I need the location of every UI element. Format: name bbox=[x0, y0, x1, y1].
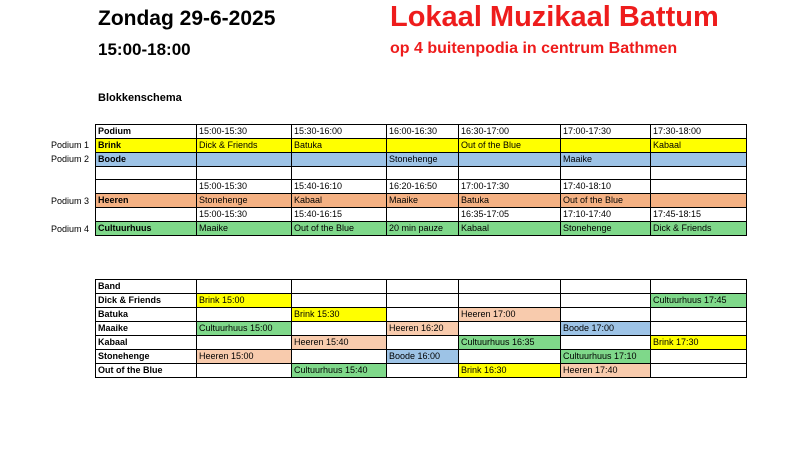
table-cell: 17:45-18:15 bbox=[651, 208, 747, 222]
table-cell: Brink 17:30 bbox=[651, 336, 747, 350]
table-cell: 15:00-15:30 bbox=[197, 125, 292, 139]
table-cell: Heeren 17:00 bbox=[459, 308, 561, 322]
table-cell: Kabaal bbox=[459, 222, 561, 236]
row-label-cell bbox=[96, 208, 197, 222]
table-cell: 15:00-15:30 bbox=[197, 208, 292, 222]
table-cell bbox=[561, 336, 651, 350]
table-cell: 20 min pauze bbox=[387, 222, 459, 236]
table-cell bbox=[651, 322, 747, 336]
table-cell bbox=[197, 167, 292, 180]
row-label-cell: Cultuurhuus bbox=[96, 222, 197, 236]
band-row bbox=[96, 294, 747, 308]
band-row bbox=[96, 336, 747, 350]
table-cell: Brink 16:30 bbox=[459, 364, 561, 378]
table-cell: Batuka bbox=[459, 194, 561, 208]
table-cell bbox=[459, 322, 561, 336]
table-cell bbox=[561, 167, 651, 180]
table-cell: Cultuurhuus 17:10 bbox=[561, 350, 651, 364]
schedule-row bbox=[96, 194, 747, 208]
table-cell bbox=[387, 308, 459, 322]
table-cell: Stonehenge bbox=[387, 153, 459, 167]
event-date: Zondag 29-6-2025 bbox=[98, 7, 276, 30]
table-cell: Heeren 15:00 bbox=[197, 350, 292, 364]
table-cell bbox=[197, 336, 292, 350]
table-cell bbox=[561, 280, 651, 294]
schedule-row bbox=[96, 167, 747, 180]
table-cell: Batuka bbox=[292, 139, 387, 153]
table-cell: Brink 15:00 bbox=[197, 294, 292, 308]
table-cell: 16:00-16:30 bbox=[387, 125, 459, 139]
schedule-table bbox=[95, 124, 747, 236]
schedule-row bbox=[96, 180, 747, 194]
band-row bbox=[96, 308, 747, 322]
table-cell bbox=[561, 308, 651, 322]
band-table bbox=[95, 279, 747, 378]
schedule-row bbox=[96, 125, 747, 139]
stage-label-2: Podium 2 bbox=[50, 154, 89, 164]
table-cell: Maaike bbox=[561, 153, 651, 167]
table-cell: 17:10-17:40 bbox=[561, 208, 651, 222]
table-cell bbox=[292, 167, 387, 180]
table-cell bbox=[651, 153, 747, 167]
table-cell bbox=[459, 153, 561, 167]
event-time: 15:00-18:00 bbox=[98, 40, 191, 59]
table-cell: Boode 16:00 bbox=[387, 350, 459, 364]
table-cell: Maaike bbox=[387, 194, 459, 208]
row-label-cell: Out of the Blue bbox=[96, 364, 197, 378]
table-cell bbox=[651, 180, 747, 194]
table-cell: 16:35-17:05 bbox=[459, 208, 561, 222]
table-cell bbox=[387, 364, 459, 378]
table-cell: Dick & Friends bbox=[651, 222, 747, 236]
table-cell bbox=[197, 364, 292, 378]
table-cell bbox=[387, 280, 459, 294]
band-row bbox=[96, 322, 747, 336]
table-cell: Out of the Blue bbox=[459, 139, 561, 153]
table-cell: 16:20-16:50 bbox=[387, 180, 459, 194]
table-cell bbox=[387, 139, 459, 153]
table-cell: 17:30-18:00 bbox=[651, 125, 747, 139]
table-cell bbox=[197, 308, 292, 322]
table-cell bbox=[387, 208, 459, 222]
table-cell: 15:30-16:00 bbox=[292, 125, 387, 139]
table-cell: 17:00-17:30 bbox=[561, 125, 651, 139]
table-cell bbox=[459, 350, 561, 364]
table-cell: 17:40-18:10 bbox=[561, 180, 651, 194]
page-title: Lokaal Muzikaal Battum bbox=[390, 1, 719, 33]
table-cell bbox=[651, 308, 747, 322]
page-subtitle: op 4 buitenpodia in centrum Bathmen bbox=[390, 40, 678, 57]
band-row bbox=[96, 280, 747, 294]
table-cell: Kabaal bbox=[651, 139, 747, 153]
row-label-cell: Boode bbox=[96, 153, 197, 167]
table-cell bbox=[561, 294, 651, 308]
table-cell bbox=[387, 294, 459, 308]
table-cell bbox=[387, 167, 459, 180]
table-cell: Cultuurhuus 15:00 bbox=[197, 322, 292, 336]
table-cell bbox=[292, 294, 387, 308]
schedule-row bbox=[96, 153, 747, 167]
table-cell bbox=[561, 139, 651, 153]
table-cell: Out of the Blue bbox=[561, 194, 651, 208]
table-cell: Heeren 16:20 bbox=[387, 322, 459, 336]
table-cell bbox=[292, 322, 387, 336]
table-cell: Heeren 15:40 bbox=[292, 336, 387, 350]
table-cell: 16:30-17:00 bbox=[459, 125, 561, 139]
table-cell bbox=[651, 350, 747, 364]
table-cell bbox=[292, 153, 387, 167]
row-label-cell bbox=[96, 167, 197, 180]
band-row bbox=[96, 350, 747, 364]
row-label-cell: Brink bbox=[96, 139, 197, 153]
stage-label-1: Podium 1 bbox=[50, 140, 89, 150]
table-cell: Out of the Blue bbox=[292, 222, 387, 236]
schedule-heading: Blokkenschema bbox=[98, 92, 182, 104]
table-cell bbox=[459, 167, 561, 180]
row-label-cell: Stonehenge bbox=[96, 350, 197, 364]
table-cell: Boode 17:00 bbox=[561, 322, 651, 336]
schedule-row bbox=[96, 222, 747, 236]
table-cell: Kabaal bbox=[292, 194, 387, 208]
table-cell: 15:00-15:30 bbox=[197, 180, 292, 194]
table-cell bbox=[651, 194, 747, 208]
table-cell bbox=[387, 336, 459, 350]
table-cell: Cultuurhuus 17:45 bbox=[651, 294, 747, 308]
table-cell: 15:40-16:15 bbox=[292, 208, 387, 222]
table-cell bbox=[197, 153, 292, 167]
table-cell bbox=[459, 294, 561, 308]
table-cell: 17:00-17:30 bbox=[459, 180, 561, 194]
table-cell: Cultuurhuus 16:35 bbox=[459, 336, 561, 350]
band-row bbox=[96, 364, 747, 378]
table-cell bbox=[197, 280, 292, 294]
table-cell: Stonehenge bbox=[197, 194, 292, 208]
table-cell bbox=[651, 280, 747, 294]
table-cell bbox=[292, 350, 387, 364]
row-label-cell: Maaike bbox=[96, 322, 197, 336]
table-cell bbox=[651, 364, 747, 378]
table-cell: Dick & Friends bbox=[197, 139, 292, 153]
row-label-cell: Heeren bbox=[96, 194, 197, 208]
table-cell: Maaike bbox=[197, 222, 292, 236]
table-cell bbox=[459, 280, 561, 294]
schedule-row bbox=[96, 139, 747, 153]
stage-label-4: Podium 4 bbox=[50, 224, 89, 234]
table-cell: Cultuurhuus 15:40 bbox=[292, 364, 387, 378]
row-label-cell: Band bbox=[96, 280, 197, 294]
table-cell bbox=[651, 167, 747, 180]
table-cell bbox=[292, 280, 387, 294]
stage-label-3: Podium 3 bbox=[50, 196, 89, 206]
table-cell: Brink 15:30 bbox=[292, 308, 387, 322]
table-cell: Heeren 17:40 bbox=[561, 364, 651, 378]
schedule-row bbox=[96, 208, 747, 222]
table-cell: 15:40-16:10 bbox=[292, 180, 387, 194]
row-label-cell: Dick & Friends bbox=[96, 294, 197, 308]
row-label-cell: Batuka bbox=[96, 308, 197, 322]
table-cell: Stonehenge bbox=[561, 222, 651, 236]
row-label-cell bbox=[96, 180, 197, 194]
row-label-cell: Podium bbox=[96, 125, 197, 139]
row-label-cell: Kabaal bbox=[96, 336, 197, 350]
